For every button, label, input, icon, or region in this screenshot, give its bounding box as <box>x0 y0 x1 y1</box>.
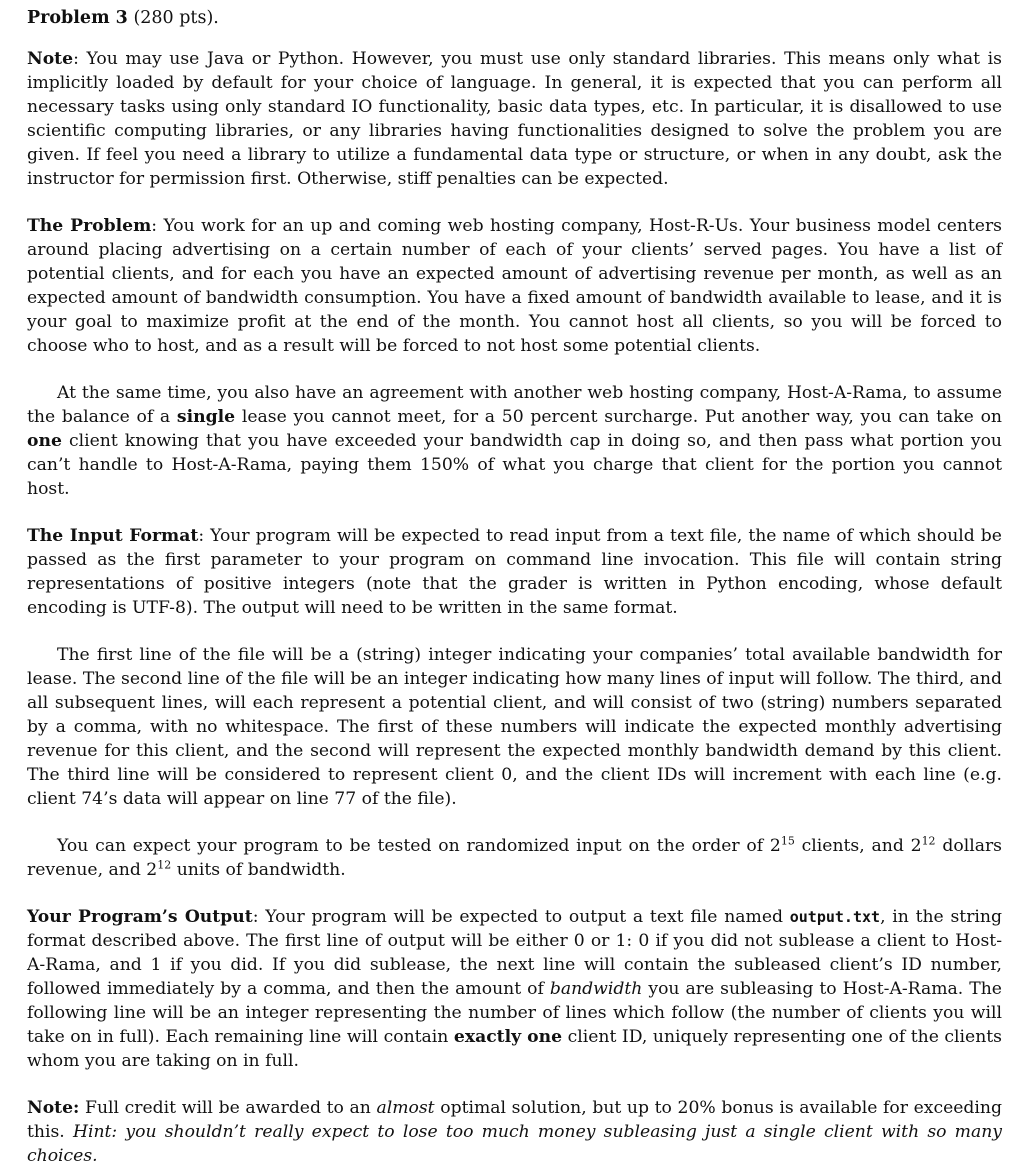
problem-document <box>27 0 1002 1168</box>
note-paragraph <box>27 47 1002 191</box>
problem-text: : You work for an up and coming web hosting company, Host-R-Us. Your business model centers around placing advertising on a certain number of each of your clients’ served pages. You have a list of potential clients, and for each you have an expected amount of advertising revenue per month, as well as an expected amount of bandwidth consumption. You have a fixed amount of bandwidth available to lease, and it is your goal to maximize profit at the end of the month. You cannot host all clients, so you will be forced to choose who to host, and as a result will be forced to not host some potential clients. <box>27 216 1002 356</box>
final-note-paragraph <box>27 1096 1002 1168</box>
problem-paragraph <box>27 214 1002 358</box>
output-italic-bandwidth: bandwidth <box>549 979 643 999</box>
output-text-3: you are subleasing to Host-A-Rama. The following line will be an integer representing the number of lines which follow (the number of clients you will take on in full). Each remaining line will contain <box>27 979 1002 1047</box>
note-text: : You may use Java or Python. However, you must use only standard libraries. This means only what is implicitly loaded by default for your choice of language. In general, it is expected that you can perform all necessary tasks using only standard IO functionality, basic data types, etc. In particular, it is disallowed to use scientific computing libraries, or any libraries having functionalities designed to solve the problem you are given. If feel you need a library to utilize a fundamental data type or structure, or when in any doubt, ask the instructor for permission first. Otherwise, stiff penalties can be expected. <box>27 49 1002 189</box>
output-bold-exactly-one: exactly one <box>453 1027 563 1047</box>
final-note-italic-almost: almost <box>376 1098 435 1118</box>
output-text-2: , in the string format described above. The first line of output will be either 0 or 1: 0 if you did not sublease a client to Host-A-Rama, and 1 if you did. If you did sublease, the next line will contain the subleased client’s ID number, followed immediately by a comma, and then the amount of <box>27 907 1002 999</box>
exponent-bandwidth: 12 <box>157 858 172 872</box>
input-format-text: : Your program will be expected to read input from a text file, the name of which should be passed as the first parameter to your program on command line invocation. This file will contain string representations of positive integers (note that the grader is written in Python encoding, whose default encoding is UTF-8). The output will need to be written in the same format. <box>27 526 1002 618</box>
exponent-revenue: 12 <box>921 834 936 848</box>
agreement-text-3: client knowing that you have exceeded your bandwidth cap in doing so, and then pass what portion you can’t handle to Host-A-Rama, paying them 150% of what you charge that client for the portion you cannot host. <box>27 431 1002 499</box>
final-note-label: Note: <box>27 1098 80 1118</box>
file-lines-paragraph <box>27 643 1002 811</box>
testing-text-3: dollars revenue, and 2 <box>27 836 1002 880</box>
problem-heading <box>27 7 1002 29</box>
agreement-bold-one: one <box>27 431 62 451</box>
input-format-label: The Input Format <box>27 526 199 546</box>
output-label: Your Program’s Output <box>27 907 253 927</box>
final-note-text-2: optimal solution, but up to 20% bonus is available for exceeding this. <box>27 1098 1002 1142</box>
note-label: Note <box>27 49 74 69</box>
problem-points: (280 pts). <box>133 8 219 28</box>
agreement-text-2: lease you cannot meet, for a 50 percent surcharge. Put another way, you can take on <box>235 407 1002 427</box>
problem-label: The Problem <box>27 216 152 236</box>
testing-text-4: units of bandwidth. <box>171 860 346 880</box>
output-text-4: client ID, uniquely representing one of the clients whom you are taking on in full. <box>27 1027 1002 1071</box>
testing-text-1: You can expect your program to be tested on randomized input on the order of 2 <box>57 836 781 856</box>
final-note-hint: Hint: you shouldn’t really expect to lose too much money subleasing just a single client with so many choices. <box>27 1122 1002 1166</box>
output-text-1: : Your program will be expected to output a text file named <box>252 907 790 927</box>
final-note-text-1: Full credit will be awarded to an <box>79 1098 377 1118</box>
input-format-paragraph <box>27 524 1002 620</box>
problem-title: Problem 3 <box>27 8 128 28</box>
output-paragraph <box>27 905 1002 1073</box>
agreement-paragraph <box>27 381 1002 501</box>
testing-text-2: clients, and 2 <box>794 836 922 856</box>
agreement-text-1: At the same time, you also have an agreement with another web hosting company, Host-A-Rama, to assume the balance of a <box>27 383 1002 427</box>
output-filename: output.txt <box>789 908 881 926</box>
agreement-bold-single: single <box>176 407 236 427</box>
file-lines-text: The first line of the file will be a (string) integer indicating your companies’ total available bandwidth for lease. The second line of the file will be an integer indicating how many lines of input will follow. The third, and all subsequent lines, will each represent a potential client, and will consist of two (string) numbers separated by a comma, with no whitespace. The first of these numbers will indicate the expected monthly advertising revenue for this client, and the second will represent the expected monthly bandwidth demand by this client. The third line will be considered to represent client 0, and the client IDs will increment with each line (e.g. client 74’s data will appear on line 77 of the file). <box>27 645 1002 809</box>
testing-paragraph <box>27 834 1002 882</box>
exponent-clients: 15 <box>780 834 795 848</box>
